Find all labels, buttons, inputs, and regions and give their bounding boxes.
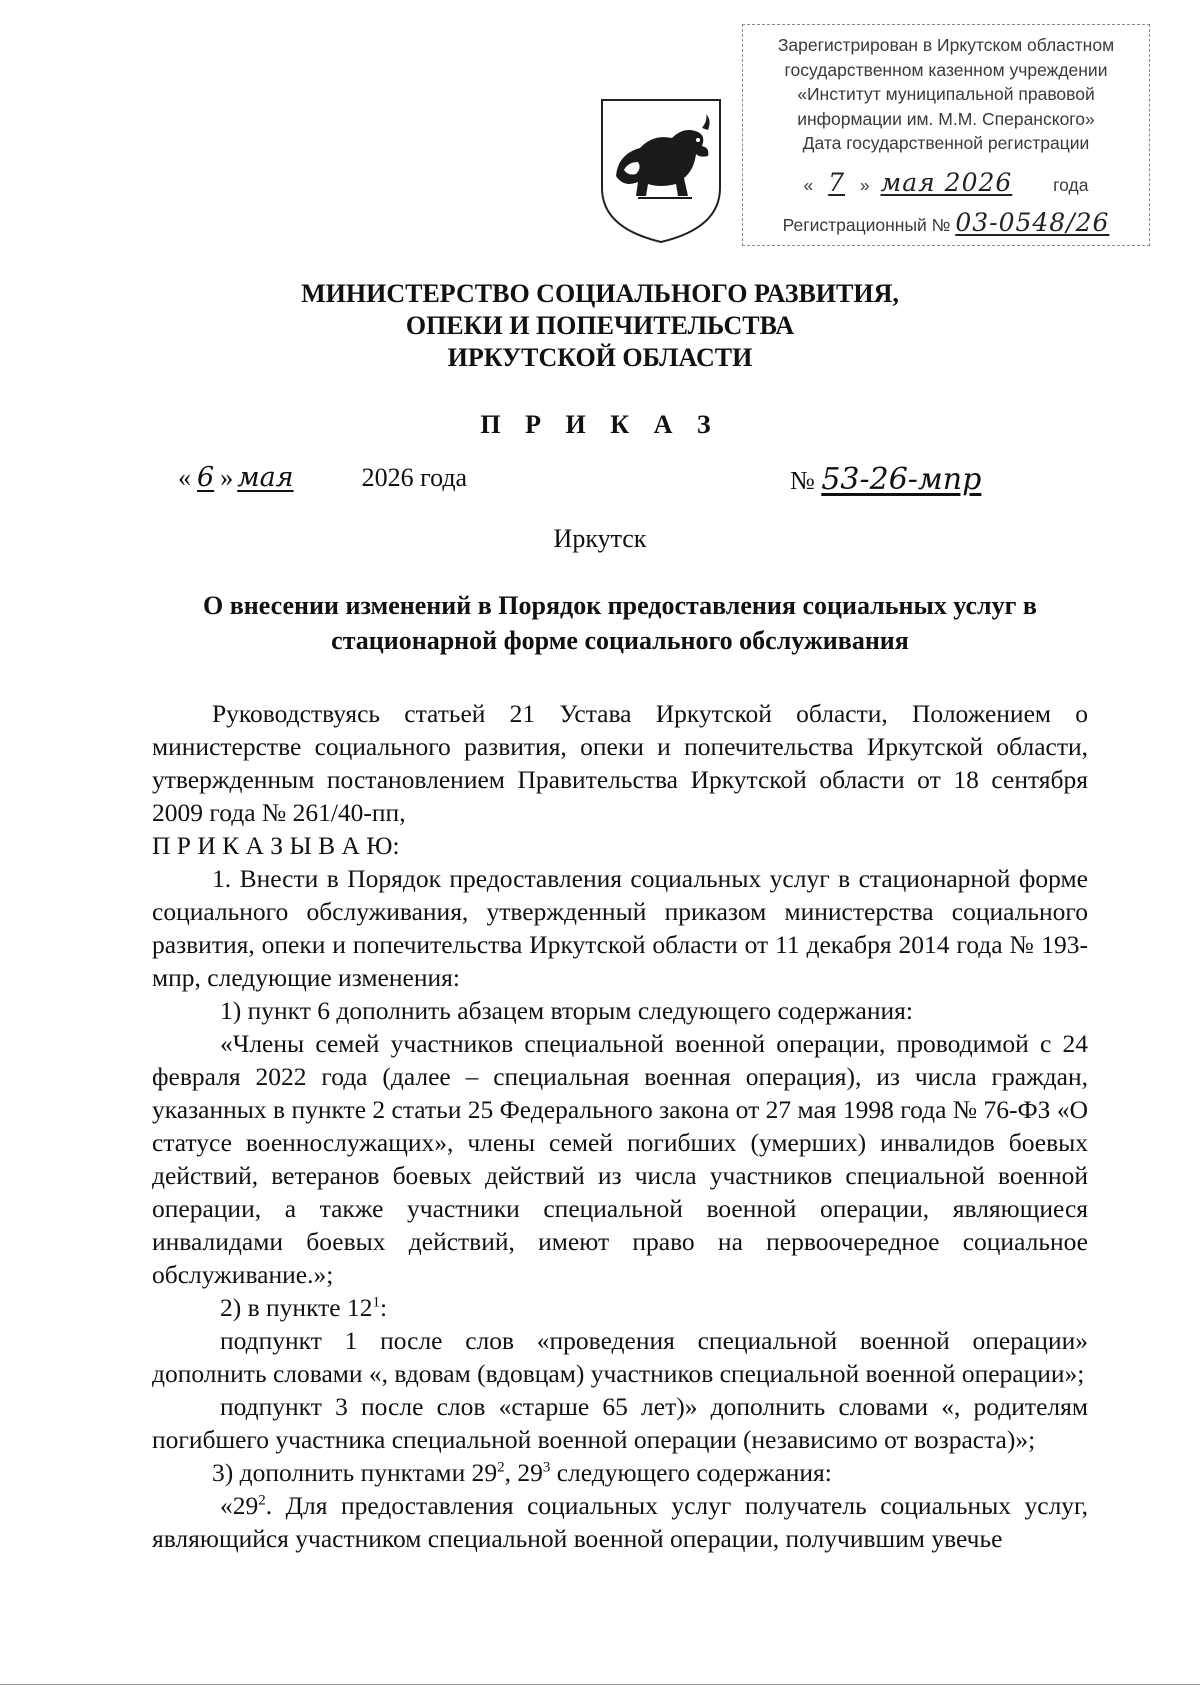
paragraph-subitem-3: 3) дополнить пунктами $29^2$, $29^3$ следующего содержания: (212, 1458, 832, 1487)
stamp-line-5: Дата государственной регистрации (802, 133, 1090, 153)
order-date-year: 2026 года (361, 463, 468, 492)
paragraph-basis: Руководствуясь статьей 21 Устава Иркутской области, Положением о министерстве социального развития, опеки и попечительства Иркутской области, утвержденным постановлением Правительства Иркутской области от 18 сентября 2009 года № 261/40-пп, (152, 699, 1088, 827)
paragraph-point-29-2: «$29^2$. Для предоставления социальных услуг получатель социальных услуг, являющийся участником специальной военной операции, получившим увечье (152, 1491, 1088, 1553)
stamp-date-day: 7 (828, 168, 846, 197)
paragraph-subitem-1: 1) пункт 6 дополнить абзацем вторым следующего содержания: (220, 996, 913, 1025)
ministry-header (0, 278, 1200, 374)
page-edge-divider (0, 1684, 1200, 1685)
paragraph-subpoint-3: подпункт 3 после слов «старше 65 лет)» дополнить словами «, родителям погибшего участника специальной военной операции (независимо от возраста)»; (152, 1392, 1088, 1454)
order-date: « 6 » мая 2026 года (178, 462, 468, 493)
stamp-date-row: « 7 » мая 2026 года (803, 168, 1089, 197)
stamp-line-3: «Институт муниципальной правовой (797, 84, 1095, 104)
paragraph-quote-1: «Члены семей участников специальной военной операции, проводимой с 24 февраля 2022 года (далее – специальная военная операция), из числа граждан, указанных в пункте 2 статьи 25 Федерального закона от 27 мая 1998 года № 76-ФЗ «О статусе военнослужащих», члены семей погибших (умерших) инвалидов боевых действий, ветеранов боевых действий из числа участников специальной военной операции, а также участники специальной военной операции, являющиеся инвалидами боевых действий, имеют право на первоочередное социальное обслуживание.»; (152, 1029, 1088, 1289)
stamp-reg-row (743, 208, 1149, 238)
paragraph-item-1: 1. Внести в Порядок предоставления социальных услуг в стационарной форме социального обслуживания, утвержденный приказом министерства социального развития, опеки и попечительства Иркутской области от 11 декабря 2014 года № 193-мпр, следующие изменения: (152, 864, 1088, 992)
paragraph-subitem-2: 2) в пункте $12^1$: (220, 1293, 388, 1322)
paragraph-order-word: П Р И К А З Ы В А Ю: (152, 831, 400, 860)
order-date-month: мая (237, 462, 294, 493)
ministry-line-2: ОПЕКИ И ПОПЕЧИТЕЛЬСТВА (405, 311, 795, 340)
subject-line-2: стационарной форме социального обслуживания (331, 626, 909, 655)
order-date-day: 6 (197, 462, 215, 493)
city-name: Иркутск (553, 524, 647, 553)
stamp-date-suffix: года (1053, 175, 1089, 195)
coat-of-arms-icon (598, 96, 724, 246)
order-subject (150, 588, 1090, 658)
stamp-line-4: информации им. М.М. Сперанского» (797, 108, 1095, 129)
stamp-reg-number: 03-0548/26 (955, 208, 1110, 237)
subject-line-1: О внесении изменений в Порядок предоставления социальных услуг в (203, 591, 1037, 620)
ministry-line-3: ИРКУТСКОЙ ОБЛАСТИ (447, 343, 753, 372)
stamp-reg-label: Регистрационный № (782, 215, 951, 235)
order-number (790, 462, 981, 497)
order-number-prefix: № (790, 466, 815, 495)
document-type-title: П Р И К А З (480, 410, 720, 439)
stamp-date-month-year: мая 2026 (880, 168, 1013, 197)
stamp-line-1: Зарегистрирован в Иркутском областном (777, 35, 1115, 55)
paragraph-subpoint-1: подпункт 1 после слов «проведения специальной военной операции» дополнить словами «, вдовам (вдовцам) участников специальной военной операции»; (152, 1326, 1088, 1388)
stamp-line-2: государственном казенном учреждении (784, 59, 1108, 80)
order-body (152, 697, 1088, 1555)
registration-stamp (742, 24, 1150, 246)
ministry-line-1: МИНИСТЕРСТВО СОЦИАЛЬНОГО РАЗВИТИЯ, (301, 279, 899, 308)
order-number-value: 53-26-мпр (821, 462, 982, 497)
